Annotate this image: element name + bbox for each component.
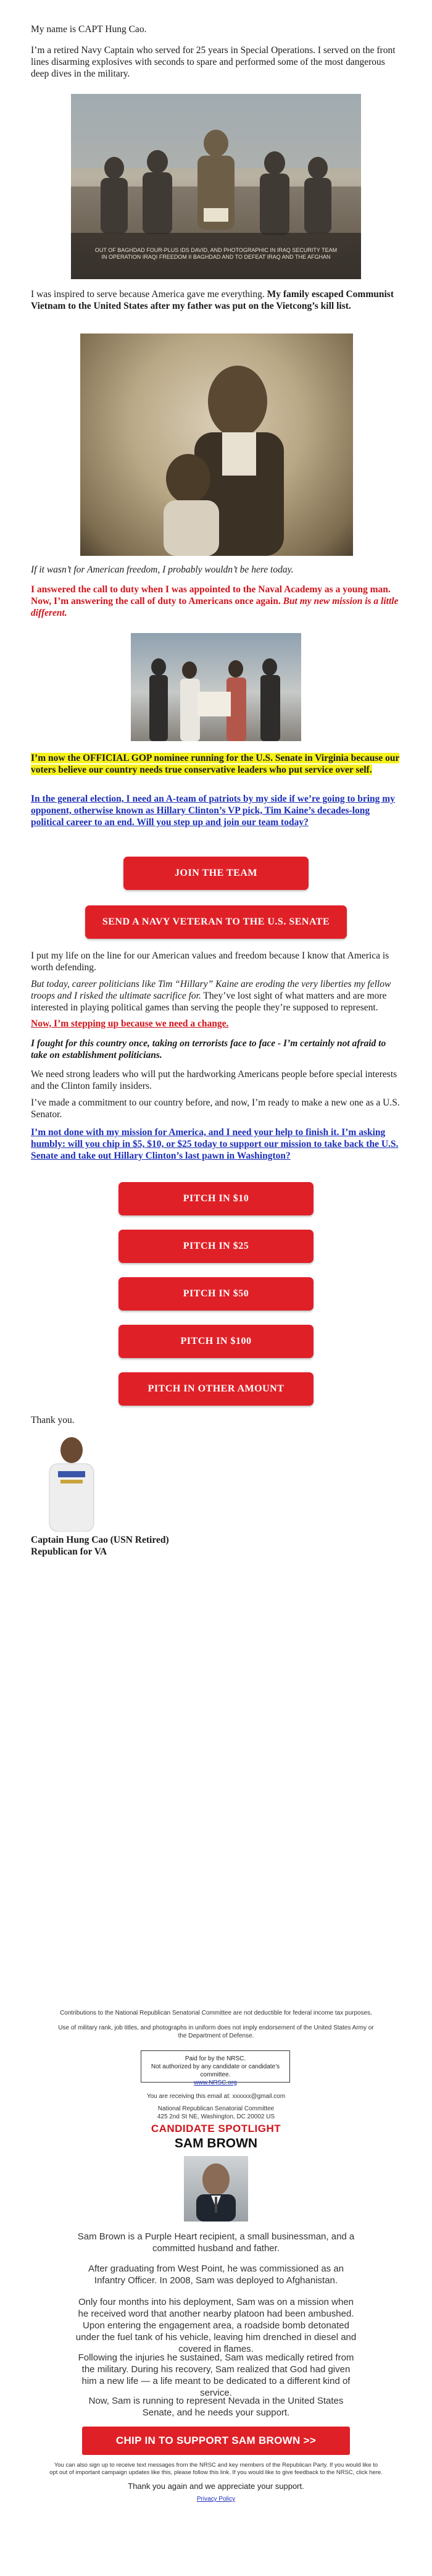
- change-link[interactable]: Now, I’m stepping up because we need a change.: [31, 1018, 229, 1029]
- body-paragraph-9: I’ve made a commitment to our country before, and now, I’m ready to make a new one as a U.S. Senator.: [31, 1097, 400, 1120]
- chip-in-sam-brown-button[interactable]: CHIP IN TO SUPPORT SAM BROWN >>: [82, 2427, 350, 2455]
- tax-notice: Contributions to the National Republican Senatorial Committee are not deductible for federal income tax purposes.: [60, 2010, 372, 2016]
- sam-brown-photo: [184, 2156, 248, 2221]
- pitch-in-25-button[interactable]: PITCH IN $25: [118, 1230, 314, 1263]
- story-paragraph-3: I answered the call to duty when I was appointed to the Naval Academy as a young man. Now, I’m answering the call of duty to Americans once again. But my new mission is a little different.: [31, 584, 399, 618]
- nominee-announcement: I’m now the OFFICIAL GOP nominee running for the U.S. Senate in Virginia because our voters believe our country needs true conservative leaders who put service over self.: [31, 753, 400, 775]
- receiving-address: You are receiving this email at: xxxxxx@gmail.com: [146, 2093, 286, 2100]
- spotlight-name: SAM BROWN: [174, 2136, 258, 2150]
- paid-line-2: Not authorized by any candidate or candidate’s committee.: [151, 2063, 280, 2078]
- signup-notice: You can also sign up to receive text messages from the NRSC and key members of the Republican Party. If you would like to opt out of important campaign updates like this, please follow this link. If you would like to give feedback to the NRSC, click here.: [49, 2462, 383, 2476]
- privacy-policy-link[interactable]: Privacy Policy: [196, 2496, 236, 2503]
- academy-photo: [131, 633, 301, 741]
- body-paragraph-5: But today, career politicians like Tim “Hillary” Kaine are eroding the very liberties my fellow troops and I risked the ultimate sacrifice for. They’ve lost sight of what matters and are more interested in playing political games than serving the people they’re supposed to represent.: [31, 979, 391, 1013]
- donate-link[interactable]: I’m not done with my mission for America, and I need your help to finish it. I’m asking humbly: will you chip in $5, $10, or $25 today to support our mission to take back the U.S. Senate and take out Hillary Clinton’s last pawn in Washington?: [31, 1127, 399, 1161]
- join-team-link[interactable]: In the general election, I need an A-team of patriots by my side if we’re going to bring my opponent, otherwise known as Hillary Clinton’s VP pick, Tim Kaine’s decades-long political career to an end. Will you step up and join our team today?: [31, 794, 395, 828]
- body-paragraph-4: I put my life on the line for our American values and freedom because I know that America is worth defending.: [31, 950, 389, 973]
- paid-line-1: Paid for by the NRSC.: [185, 2055, 246, 2062]
- spotlight-label: CANDIDATE SPOTLIGHT: [151, 2123, 281, 2134]
- spotlight-paragraph-2: After graduating from West Point, he was commissioned as an Infantry Officer. In 2008, Sam was deployed to Afghanistan.: [88, 2263, 344, 2286]
- team-photo-caption: OUT OF BAGHDAD FOUR-PLUS IDS DAVID, AND PHOTOGRAPHIC IN IRAQ SECURITY TEAM IN OPERATION IRAQI FREEDOM II BAGHDAD AND TO DEFEAT IRAQ AND THE AFGHAN: [94, 247, 338, 260]
- story-paragraph-1: I was inspired to serve because America gave me everything. My family escaped Communist Vietnam to the United States after my father was put on the Vietcong’s kill list.: [31, 289, 394, 311]
- nrsc-link[interactable]: www.NRSC.org: [194, 2079, 237, 2086]
- bio-paragraph: I’m a retired Navy Captain who served for 25 years in Special Operations. I served on the front lines disarming explosives with seconds to spare and performed some of the most dangerous deep dives in the military.: [31, 45, 396, 79]
- pitch-in-100-button[interactable]: PITCH IN $100: [118, 1325, 314, 1358]
- body-paragraph-8: We need strong leaders who will put the hardworking Americans people before special interests and the Clinton family insiders.: [31, 1069, 397, 1091]
- family-photo: [80, 334, 353, 556]
- thanks: Thank you.: [31, 1415, 75, 1425]
- family-photo-graphic: [80, 334, 353, 556]
- team-photo: [71, 94, 361, 279]
- spotlight-paragraph-5: Now, Sam is running to represent Nevada in the United States Senate, and he needs your support.: [88, 2396, 344, 2418]
- body-paragraph-7: I fought for this country once, taking on terrorists face to face - I’m certainly not afraid to take on establishment politicians.: [31, 1038, 386, 1060]
- join-team-button[interactable]: JOIN THE TEAM: [123, 857, 309, 890]
- greeting: My name is CAPT Hung Cao.: [31, 24, 147, 35]
- spotlight-paragraph-4: Following the injuries he sustained, Sam was medically retired from the military. During his recovery, Sam realized that God had given him a new life — a life meant to be dedicated to a different kind of service.: [78, 2352, 354, 2398]
- appreciate-text: Thank you again and we appreciate your support.: [128, 2482, 304, 2491]
- sam-brown-photo-graphic: [184, 2156, 248, 2221]
- story-paragraph-2: If it wasn’t for American freedom, I probably wouldn’t be here today.: [31, 564, 294, 575]
- pitch-in-50-button[interactable]: PITCH IN $50: [118, 1277, 314, 1311]
- pitch-in-other-button[interactable]: PITCH IN OTHER AMOUNT: [118, 1372, 314, 1406]
- signature-photo: [31, 1433, 112, 1532]
- signature-party: Republican for VA: [31, 1546, 107, 1557]
- send-navy-veteran-button[interactable]: SEND A NAVY VETERAN TO THE U.S. SENATE: [85, 905, 347, 939]
- spotlight-paragraph-1: Sam Brown is a Purple Heart recipient, a small businessman, and a committed husband and father.: [77, 2231, 355, 2254]
- org-name: National Republican Senatorial Committee: [157, 2105, 275, 2112]
- pitch-in-10-button[interactable]: PITCH IN $10: [118, 1182, 314, 1215]
- signature-name: Captain Hung Cao (USN Retired): [31, 1535, 169, 1545]
- spotlight-paragraph-3: Only four months into his deployment, Sam was on a mission when he received word that another nearby platoon had been ambushed. Upon entering the engagement area, a roadside bomb detonated under the fuel tank of his vehicle, leaving him drenched in diesel and covered in flames.: [75, 2297, 357, 2354]
- military-disclaimer: Use of military rank, job titles, and photographs in uniform does not imply endorsement of the United States Army or the Department of Defense.: [58, 2024, 374, 2039]
- signature-photo-graphic: [31, 1433, 112, 1532]
- academy-photo-graphic: [131, 633, 301, 741]
- paid-for-box: [141, 2050, 290, 2086]
- org-address: 425 2nd St NE, Washington, DC 20002 US: [157, 2113, 275, 2120]
